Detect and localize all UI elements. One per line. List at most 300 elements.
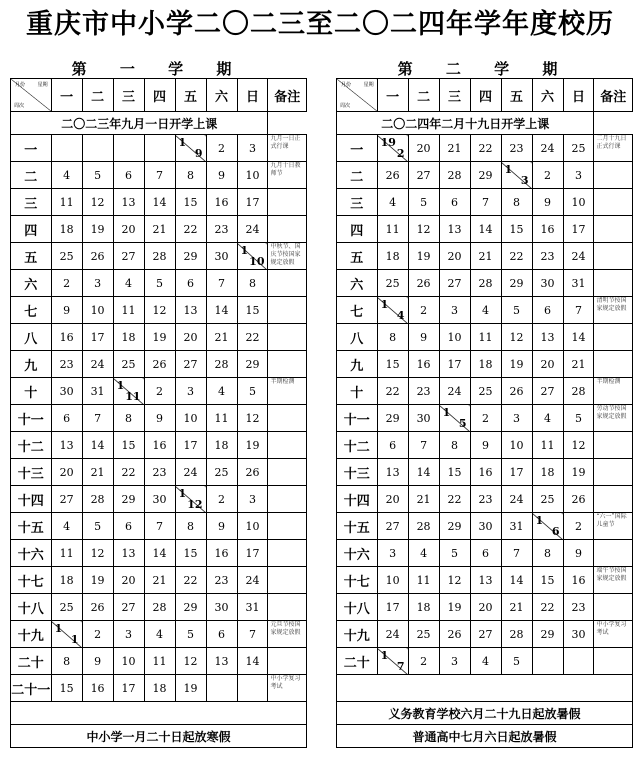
date-cell: 9: [82, 648, 113, 675]
date-cell: 30: [470, 513, 501, 540]
week-row: [337, 540, 633, 567]
date-cell: 13: [377, 459, 408, 486]
month-start-date: [237, 243, 268, 270]
date-cell: 10: [113, 648, 144, 675]
date-cell: 27: [470, 621, 501, 648]
corner-cell: [11, 79, 52, 112]
date-cell: 3: [563, 162, 594, 189]
date-cell: 3: [82, 270, 113, 297]
month-start-date: [377, 648, 408, 675]
holiday-text: [11, 702, 307, 725]
day-number: 1: [380, 649, 389, 662]
note-cell: 中秋节、国庆节按国家规定放假: [268, 243, 307, 270]
date-cell: 15: [501, 216, 532, 243]
corner-label-weekday: 星期: [363, 82, 374, 88]
week-number: 五: [11, 243, 52, 270]
date-cell: 2: [470, 405, 501, 432]
date-cell: 4: [51, 162, 82, 189]
date-cell: 24: [501, 486, 532, 513]
date-cell: 25: [563, 135, 594, 162]
week-number: 六: [11, 270, 52, 297]
date-cell: 19: [175, 675, 206, 702]
note-cell-empty: [594, 324, 633, 351]
week-number: 二十: [337, 648, 378, 675]
date-cell: 11: [144, 648, 175, 675]
weekday-header: 三: [439, 79, 470, 112]
date-cell: 10: [439, 324, 470, 351]
date-cell: 3: [501, 405, 532, 432]
note-cell: 端午节按国家规定放假: [594, 567, 633, 594]
date-cell: 14: [82, 432, 113, 459]
date-cell: 17: [563, 216, 594, 243]
week-number: 十六: [337, 540, 378, 567]
date-cell: 14: [408, 459, 439, 486]
date-cell: 27: [51, 486, 82, 513]
note-cell-empty: [268, 540, 307, 567]
date-cell: 3: [175, 378, 206, 405]
date-cell: 21: [439, 135, 470, 162]
week-number: 三: [337, 189, 378, 216]
date-cell: 3: [439, 648, 470, 675]
date-cell: 19: [82, 567, 113, 594]
note-cell: 九月一日正式行课: [268, 135, 307, 162]
week-number: 十七: [337, 567, 378, 594]
week-row: [337, 378, 633, 405]
date-cell: 31: [563, 270, 594, 297]
date-cell: 6: [113, 513, 144, 540]
week-row: [11, 594, 307, 621]
date-cell: 19: [501, 351, 532, 378]
date-cell: 7: [206, 270, 237, 297]
date-cell: 4: [113, 270, 144, 297]
corner-cell: [337, 79, 378, 112]
date-cell: 26: [144, 351, 175, 378]
date-cell: 11: [51, 189, 82, 216]
date-cell: 28: [563, 378, 594, 405]
date-cell: 17: [82, 324, 113, 351]
date-cell: 19: [408, 243, 439, 270]
date-cell: 9: [470, 432, 501, 459]
date-cell: 13: [51, 432, 82, 459]
month-number: 3: [520, 174, 529, 187]
note-cell-empty: [594, 486, 633, 513]
week-row: [337, 594, 633, 621]
week-row: [337, 243, 633, 270]
date-cell: 23: [501, 135, 532, 162]
date-cell: 18: [51, 567, 82, 594]
date-cell: 16: [144, 432, 175, 459]
week-number: 三: [11, 189, 52, 216]
week-number: 一: [337, 135, 378, 162]
note-cell-empty: [594, 540, 633, 567]
note-cell: 劳动节按国家规定放假: [594, 405, 633, 432]
date-cell: 20: [470, 594, 501, 621]
week-row: [337, 216, 633, 243]
note-cell-empty: [594, 594, 633, 621]
date-cell: 20: [439, 243, 470, 270]
date-cell: 22: [470, 135, 501, 162]
date-cell: 30: [206, 243, 237, 270]
date-cell: 19: [237, 432, 268, 459]
month-number: 10: [249, 255, 265, 268]
date-cell: 20: [408, 135, 439, 162]
note-cell-empty: [594, 162, 633, 189]
date-cell: 22: [175, 216, 206, 243]
weekday-header: 日: [563, 79, 594, 112]
week-row: [337, 486, 633, 513]
month-number: 4: [396, 309, 405, 322]
semester-start-text: 二〇二三年九月一日开学上课: [11, 112, 268, 135]
date-cell: 14: [206, 297, 237, 324]
date-cell: 23: [408, 378, 439, 405]
date-cell: 18: [408, 594, 439, 621]
date-cell: 5: [408, 189, 439, 216]
date-cell: 18: [144, 675, 175, 702]
month-number: 7: [396, 660, 405, 673]
note-cell: 中小学复习考试: [268, 675, 307, 702]
date-cell: 14: [501, 567, 532, 594]
date-cell: 26: [408, 270, 439, 297]
date-cell: 17: [377, 594, 408, 621]
date-cell: 18: [206, 432, 237, 459]
second-semester-table: [336, 78, 633, 748]
date-cell: 24: [563, 243, 594, 270]
note-cell: 元旦节按国家规定放假: [268, 621, 307, 648]
date-cell: 26: [563, 486, 594, 513]
date-cell: 9: [144, 405, 175, 432]
date-cell: 29: [175, 243, 206, 270]
week-row: [337, 297, 633, 324]
date-cell: 20: [532, 351, 563, 378]
note-cell-empty: [268, 405, 307, 432]
first-semester-table: [10, 78, 307, 748]
date-cell: 27: [113, 594, 144, 621]
week-row: [11, 675, 307, 702]
weekday-header: 五: [501, 79, 532, 112]
week-number: 十九: [337, 621, 378, 648]
week-row: [337, 189, 633, 216]
week-row: [11, 432, 307, 459]
date-cell: 29: [175, 594, 206, 621]
weekday-header: 一: [51, 79, 82, 112]
date-cell: 13: [175, 297, 206, 324]
date-cell: 14: [563, 324, 594, 351]
vacation-row: [11, 725, 307, 748]
date-cell: 16: [563, 567, 594, 594]
date-cell: 3: [237, 135, 268, 162]
date-cell: 14: [144, 540, 175, 567]
month-number: 6: [551, 525, 560, 538]
date-cell: 23: [51, 351, 82, 378]
date-cell: 12: [563, 432, 594, 459]
date-cell: 28: [439, 162, 470, 189]
week-row: [11, 648, 307, 675]
week-number: 五: [337, 243, 378, 270]
header-row: [337, 79, 633, 112]
date-cell: 16: [206, 189, 237, 216]
date-cell: 15: [175, 189, 206, 216]
date-cell: 18: [470, 351, 501, 378]
date-cell: 13: [470, 567, 501, 594]
date-cell: 29: [237, 351, 268, 378]
date-cell: 19: [82, 216, 113, 243]
date-cell: [237, 675, 268, 702]
week-row: [11, 540, 307, 567]
month-number: 9: [194, 147, 203, 160]
date-cell: 21: [82, 459, 113, 486]
date-cell: 12: [144, 297, 175, 324]
date-cell: 2: [144, 378, 175, 405]
note-cell-empty: [268, 648, 307, 675]
date-cell: 23: [532, 243, 563, 270]
date-cell: 17: [237, 189, 268, 216]
note-cell-empty: [268, 594, 307, 621]
date-cell: 20: [51, 459, 82, 486]
week-number: 十二: [11, 432, 52, 459]
week-number: 十三: [337, 459, 378, 486]
date-cell: 4: [470, 648, 501, 675]
date-cell: 4: [144, 621, 175, 648]
date-cell: 16: [408, 351, 439, 378]
date-cell: 16: [51, 324, 82, 351]
week-row: [337, 459, 633, 486]
date-cell: 26: [377, 162, 408, 189]
date-cell: 8: [501, 189, 532, 216]
date-cell: 25: [377, 270, 408, 297]
date-cell: 23: [470, 486, 501, 513]
month-start-date: [439, 405, 470, 432]
note-cell-empty: [268, 216, 307, 243]
note-cell-empty: [594, 270, 633, 297]
date-cell: 6: [175, 270, 206, 297]
month-number: 12: [187, 498, 203, 511]
date-cell: 15: [532, 567, 563, 594]
filler-row: [337, 675, 633, 702]
week-number: 七: [337, 297, 378, 324]
date-cell: 22: [175, 567, 206, 594]
week-number: 二十一: [11, 675, 52, 702]
week-row: [337, 432, 633, 459]
date-cell: 8: [439, 432, 470, 459]
date-cell: [51, 135, 82, 162]
week-row: [337, 135, 633, 162]
week-number: 十五: [11, 513, 52, 540]
date-cell: 28: [501, 621, 532, 648]
week-number: 二: [337, 162, 378, 189]
note-cell-empty: [268, 351, 307, 378]
weekday-header: 日: [237, 79, 268, 112]
week-number: 二: [11, 162, 52, 189]
note-cell-empty: [268, 513, 307, 540]
date-cell: 15: [377, 351, 408, 378]
date-cell: 20: [175, 324, 206, 351]
date-cell: 27: [439, 270, 470, 297]
date-cell: 9: [206, 162, 237, 189]
date-cell: 17: [175, 432, 206, 459]
week-row: [337, 567, 633, 594]
week-row: [11, 216, 307, 243]
date-cell: 12: [439, 567, 470, 594]
corner-label-week: 周次: [14, 103, 25, 109]
month-start-date: [377, 135, 408, 162]
date-cell: 5: [237, 378, 268, 405]
start-row: [11, 112, 307, 135]
date-cell: 23: [563, 594, 594, 621]
note-cell-empty: [268, 486, 307, 513]
week-number: 九: [11, 351, 52, 378]
date-cell: [144, 135, 175, 162]
date-cell: 21: [408, 486, 439, 513]
date-cell: 15: [237, 297, 268, 324]
date-cell: 14: [237, 648, 268, 675]
note-cell-empty: [268, 297, 307, 324]
date-cell: 24: [377, 621, 408, 648]
date-cell: 4: [470, 297, 501, 324]
date-cell: 21: [144, 216, 175, 243]
date-cell: 25: [532, 486, 563, 513]
weekday-header: 二: [408, 79, 439, 112]
date-cell: 2: [408, 297, 439, 324]
date-cell: 5: [144, 270, 175, 297]
date-cell: 7: [144, 162, 175, 189]
week-number: 十一: [11, 405, 52, 432]
week-row: [337, 162, 633, 189]
date-cell: 8: [175, 513, 206, 540]
note-cell-empty: [268, 270, 307, 297]
week-row: [11, 243, 307, 270]
date-cell: 8: [51, 648, 82, 675]
week-number: 一: [11, 135, 52, 162]
week-number: 十五: [337, 513, 378, 540]
date-cell: 5: [501, 297, 532, 324]
date-cell: 2: [51, 270, 82, 297]
date-cell: 21: [206, 324, 237, 351]
date-cell: 6: [532, 297, 563, 324]
date-cell: 9: [206, 513, 237, 540]
filler-cell: [337, 675, 633, 702]
date-cell: 6: [470, 540, 501, 567]
date-cell: 12: [408, 216, 439, 243]
date-cell: 28: [144, 594, 175, 621]
date-cell: 22: [439, 486, 470, 513]
date-cell: 28: [206, 351, 237, 378]
month-start-date: [175, 486, 206, 513]
week-row: [337, 621, 633, 648]
week-number: 四: [337, 216, 378, 243]
date-cell: 27: [532, 378, 563, 405]
date-cell: 9: [532, 189, 563, 216]
week-row: [11, 135, 307, 162]
note-cell-empty: [594, 351, 633, 378]
date-cell: 25: [470, 378, 501, 405]
date-cell: 28: [408, 513, 439, 540]
date-cell: 8: [175, 162, 206, 189]
day-number: 1: [178, 136, 187, 149]
date-cell: [113, 135, 144, 162]
date-cell: 26: [82, 594, 113, 621]
corner-label-week: 周次: [340, 103, 351, 109]
corner-label-weekday: 星期: [37, 82, 48, 88]
month-number: 2: [396, 147, 405, 160]
vacation-row: [337, 725, 633, 748]
date-cell: 26: [82, 243, 113, 270]
date-cell: 18: [377, 243, 408, 270]
date-cell: 8: [377, 324, 408, 351]
date-cell: 23: [144, 459, 175, 486]
semester-heading: 第 一 学 期: [71, 60, 246, 78]
date-cell: 2: [408, 648, 439, 675]
date-cell: 10: [237, 513, 268, 540]
day-number: 1: [116, 379, 125, 392]
date-cell: 7: [408, 432, 439, 459]
header-row: [11, 79, 307, 112]
date-cell: 21: [470, 243, 501, 270]
week-row: [11, 297, 307, 324]
week-number: 十四: [337, 486, 378, 513]
note-cell-empty: [594, 189, 633, 216]
date-cell: 21: [144, 567, 175, 594]
date-cell: 30: [408, 405, 439, 432]
week-row: [11, 513, 307, 540]
day-number: 1: [504, 163, 513, 176]
date-cell: 15: [113, 432, 144, 459]
weekday-header: 五: [175, 79, 206, 112]
date-cell: 22: [113, 459, 144, 486]
date-cell: 24: [82, 351, 113, 378]
date-cell: 12: [82, 540, 113, 567]
date-cell: 24: [175, 459, 206, 486]
week-row: [11, 567, 307, 594]
note-cell-empty: [268, 189, 307, 216]
note-cell-empty: [268, 567, 307, 594]
date-cell: 9: [563, 540, 594, 567]
date-cell: 9: [408, 324, 439, 351]
week-row: [337, 513, 633, 540]
date-cell: 16: [82, 675, 113, 702]
date-cell: 31: [237, 594, 268, 621]
date-cell: 24: [532, 135, 563, 162]
date-cell: 24: [237, 216, 268, 243]
date-cell: 2: [532, 162, 563, 189]
day-number: 1: [54, 622, 63, 635]
date-cell: 6: [439, 189, 470, 216]
week-number: 十三: [11, 459, 52, 486]
date-cell: [532, 648, 563, 675]
vacation-text: 普通高中七月六日起放暑假: [337, 725, 633, 748]
date-cell: 7: [144, 513, 175, 540]
date-cell: 4: [532, 405, 563, 432]
note-cell: 九月十日教师节: [268, 162, 307, 189]
date-cell: 5: [82, 513, 113, 540]
date-cell: 11: [532, 432, 563, 459]
date-cell: 5: [175, 621, 206, 648]
week-row: [337, 324, 633, 351]
week-number: 八: [11, 324, 52, 351]
note-cell: 半期检测: [268, 378, 307, 405]
date-cell: 22: [532, 594, 563, 621]
date-cell: [82, 135, 113, 162]
month-start-date: [377, 297, 408, 324]
date-cell: 15: [439, 459, 470, 486]
week-number: 十: [11, 378, 52, 405]
date-cell: 8: [237, 270, 268, 297]
week-row: [337, 270, 633, 297]
date-cell: 21: [563, 351, 594, 378]
date-cell: 29: [377, 405, 408, 432]
date-cell: 5: [439, 540, 470, 567]
date-cell: 9: [51, 297, 82, 324]
weekday-header: 六: [532, 79, 563, 112]
